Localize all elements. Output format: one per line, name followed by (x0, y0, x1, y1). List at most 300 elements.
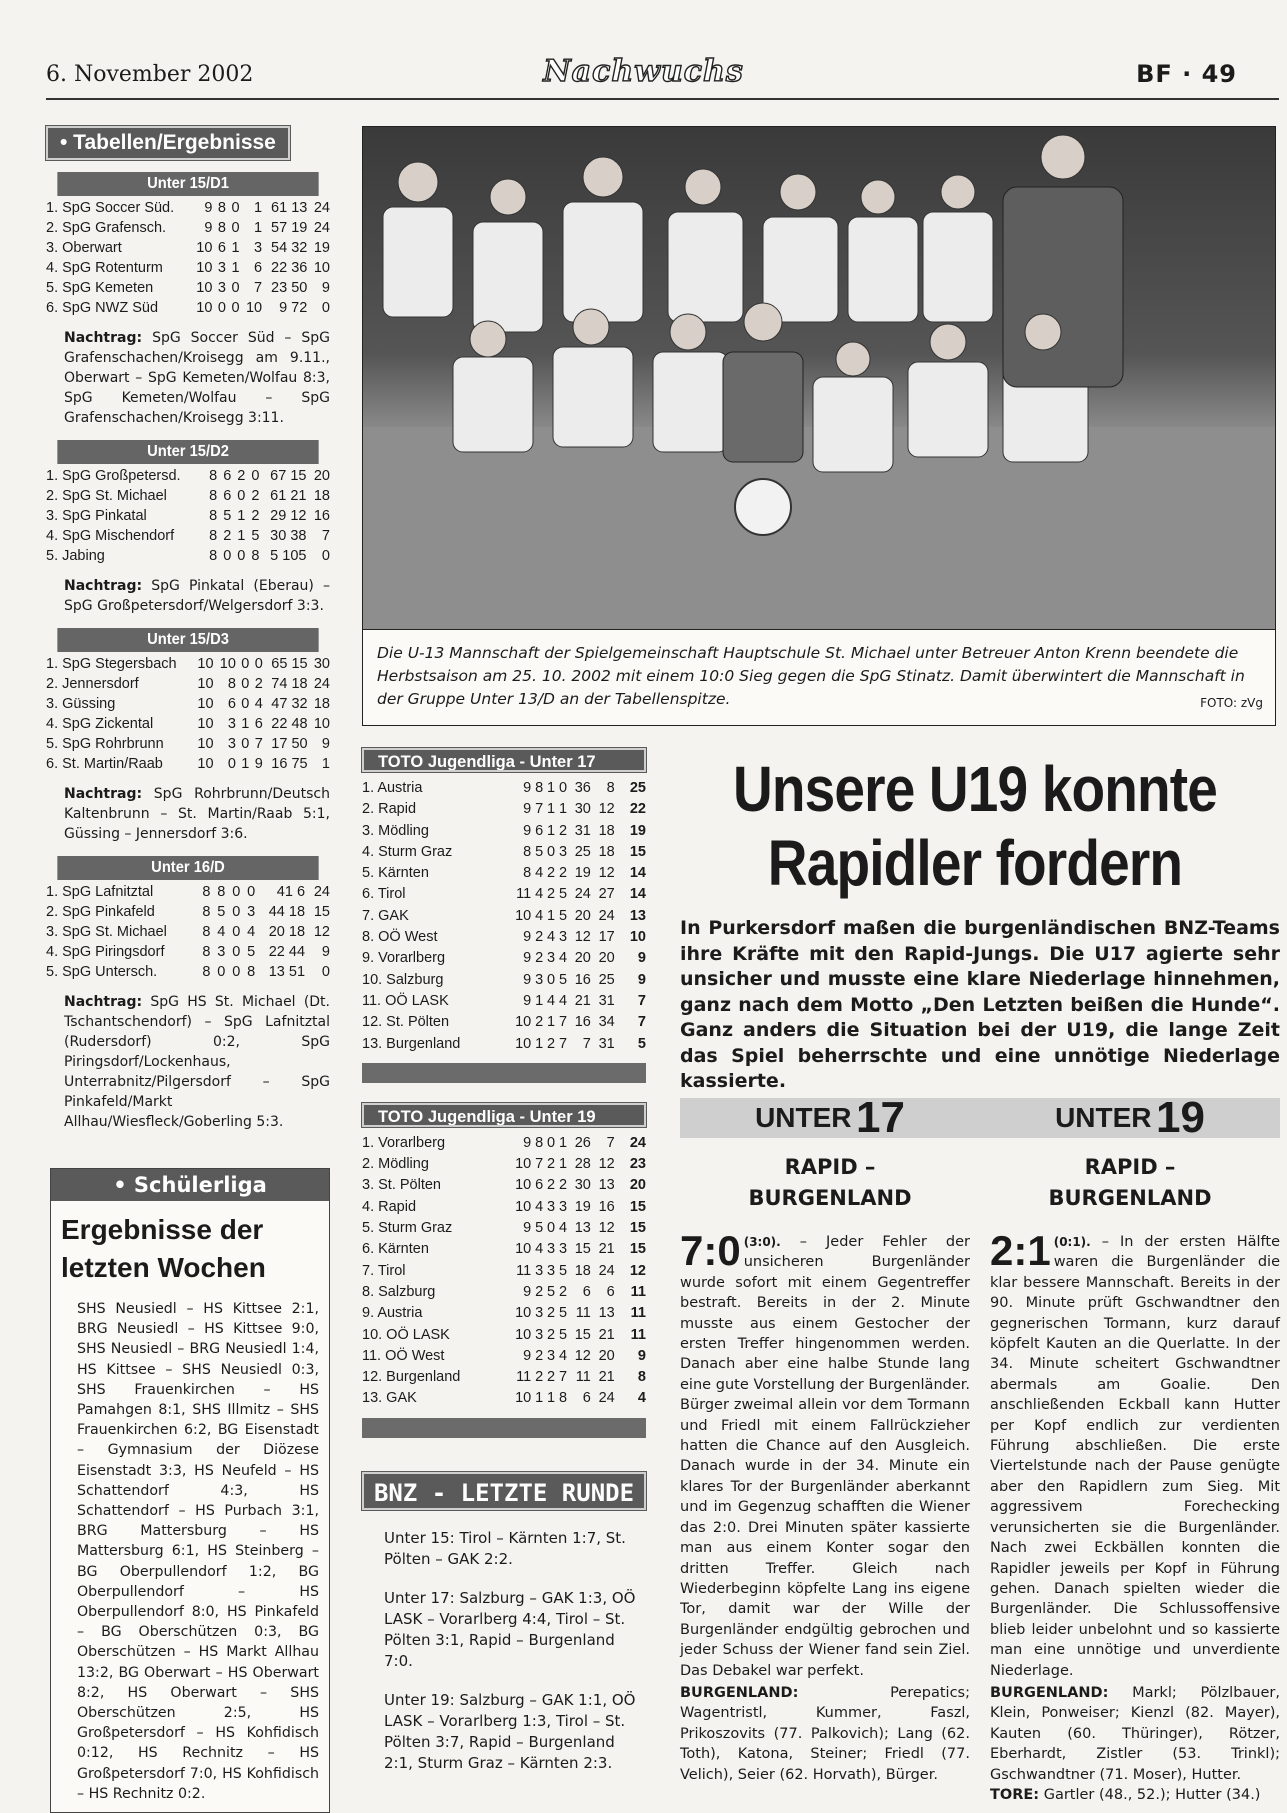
table-cell: 8 (209, 468, 218, 484)
table-cell: 7 (254, 736, 263, 752)
article-lead: In Purkersdorf maßen die burgenländischen BNZ-Teams ihre Kräfte mit den Rapid-Jungs. Die U17 agierte sehr unsicher und musste eine klare Niederlage hinnehmen, ganz nach dem Motto „Den Letzten beißen die Hunde“. Ganz anders die Situation bei der U19, die lange Zeit das Spiel beherrschte und eine unnötige Niederlage kassierte. (680, 917, 1280, 1092)
table-row (362, 1239, 646, 1260)
table-cell: 12 (574, 1347, 591, 1364)
table-cell: 2 (547, 1156, 556, 1173)
table-cell: 5. SpG Kemeten (46, 280, 154, 296)
table-cell: 10 (515, 1326, 532, 1343)
table-cell: 3 (547, 950, 556, 967)
table-row (362, 1346, 646, 1367)
table-cell: 3 (547, 1241, 556, 1258)
table-cell: 1 (231, 240, 240, 256)
u19-box-word: UNTER (1055, 1102, 1152, 1133)
u19-lineup-label: BURGENLAND: (990, 1684, 1109, 1701)
team-photo-image (363, 127, 1276, 630)
table-cell: 3 (547, 1198, 556, 1215)
table-cell: 12 (574, 929, 591, 946)
table-cell: 1 (231, 260, 240, 276)
table-cell: 8 (202, 924, 211, 940)
table-row (362, 1012, 646, 1033)
table-cell: 44 18 (268, 904, 306, 920)
table-cell: 15 (629, 1241, 646, 1258)
table-cell: 22 48 (271, 716, 308, 732)
table-cell: 1 (558, 801, 568, 818)
table-cell: 6 (254, 716, 263, 732)
table-cell: 3 (217, 260, 226, 276)
bnz-u15-text: Tirol – Kärnten 1:7, St. Pölten – GAK 2:2. (384, 1528, 626, 1568)
table-row (46, 506, 330, 526)
table-cell: 6. Kärnten (362, 1241, 429, 1258)
table-cell: 4. SpG Zickental (46, 716, 154, 732)
table-cell: 10 (313, 716, 330, 732)
table-cell: 3 (558, 1241, 568, 1258)
table-row (362, 1218, 646, 1239)
table-cell: 7 (321, 528, 330, 544)
table-cell: 8 (209, 548, 218, 564)
table-row (362, 1034, 646, 1055)
table-cell: 10 (515, 1156, 532, 1173)
toto-u19-heading: TOTO Jugendliga - Unter 19 (362, 1103, 646, 1127)
standings-subheading: Unter 15/D2 (57, 440, 318, 464)
table-cell: 12 (598, 1220, 615, 1237)
table-cell: 7 (582, 1035, 591, 1052)
table-cell: 3 (535, 1326, 544, 1343)
table-cell: 12 (598, 801, 615, 818)
table-cell: 7 (606, 1134, 615, 1151)
table-row (362, 1197, 646, 1218)
table-cell: 0 (231, 300, 240, 316)
table-cell: 5 (637, 1035, 646, 1052)
table-cell: 21 (574, 992, 591, 1009)
table-cell: 1 (237, 528, 246, 544)
table-cell: 8 (209, 528, 218, 544)
table-cell: 1. Austria (362, 780, 423, 796)
table-cell: 6 (217, 240, 226, 256)
table-cell: 11 (516, 1369, 532, 1386)
table-cell: 3 (547, 1347, 556, 1364)
table-cell: 24 (574, 886, 591, 903)
table-cell: 10 (196, 240, 213, 256)
table-cell: 65 15 (271, 656, 308, 672)
u17-lineup (680, 1683, 970, 1785)
table-cell: 3 (547, 1262, 556, 1279)
table-cell: 2. Mödling (362, 1156, 429, 1173)
table-cell: 31 (574, 822, 591, 839)
table-cell: 2 (535, 929, 544, 946)
table-cell: 1. SpG Soccer Süd. (46, 200, 175, 216)
table-cell: 13 (598, 1177, 615, 1194)
table-cell: 7. GAK (362, 907, 409, 924)
u19-lineup-text: Markl; Pölzlbauer, Klein, Ponweiser; Kienzl (82. Mayer), Kauten (60. Thüringer), Rötzer, Eberhardt, Zistler (53. Trinkl); Gschwandtner (71. Moser), Hutter. (990, 1684, 1280, 1783)
table-cell: 9 (321, 944, 330, 960)
article-headline (713, 752, 1238, 900)
photo-credit: FOTO: zVg (1200, 696, 1263, 710)
standings-note-label: Nachtrag: (64, 994, 143, 1010)
table-row (362, 1282, 646, 1303)
table-cell: 4 (547, 929, 556, 946)
table-cell: 7 (558, 1035, 568, 1052)
table-cell: 1 (547, 801, 556, 818)
table-cell: 2 (223, 528, 232, 544)
table-cell: 3 (558, 1198, 568, 1215)
table-cell: 0 (217, 300, 226, 316)
table-cell: 2 (535, 1014, 544, 1031)
table-cell: 8 (558, 1390, 568, 1407)
table-cell: 0 (547, 1134, 556, 1151)
standings-table (46, 198, 330, 318)
table-cell: 4 (558, 992, 568, 1009)
table-cell: 24 (598, 1390, 615, 1407)
table-cell: 8 (217, 200, 226, 216)
table-row (46, 942, 330, 962)
standings-note-label: Nachtrag: (64, 330, 143, 346)
table-cell: 0 (547, 971, 556, 988)
table-row (46, 694, 330, 714)
table-cell: 74 18 (271, 676, 308, 692)
table-cell: 0 (223, 548, 232, 564)
table-row (46, 278, 330, 298)
table-cell: 0 (321, 548, 330, 564)
table-cell: 10 (515, 1014, 532, 1031)
table-cell: 10 (515, 1305, 532, 1322)
table-row (46, 714, 330, 734)
table-row (362, 948, 646, 969)
table-cell: 1 (535, 992, 544, 1009)
standings-subheading: Unter 15/D1 (57, 172, 318, 196)
standings-table (46, 654, 330, 774)
table-cell: 10 (515, 1390, 532, 1407)
table-cell: 11 (516, 1262, 532, 1279)
table-cell: 2. Jennersdorf (46, 676, 139, 692)
table-cell: 9 (523, 822, 532, 839)
table-cell: 24 (313, 220, 330, 236)
table-cell: 2 (251, 488, 260, 504)
table-row (362, 1325, 646, 1346)
standings-note (46, 992, 330, 1132)
standings-note-text: SpG Soccer Süd – SpG Grafenschachen/Kroisegg am 9.11., Oberwart – SpG Kemeten/Wolfau 8:3, SpG Kemeten/Wolfau – SpG Grafenschachen/Kroisegg 3:11. (64, 330, 330, 426)
table-cell: 2 (547, 1305, 556, 1322)
table-cell: 18 (598, 843, 615, 860)
table-cell: 10 (197, 656, 214, 672)
table-cell: 14 (629, 886, 646, 903)
table-cell: 21 (598, 1241, 615, 1258)
standings-heading: • Tabellen/Ergebnisse (46, 126, 290, 160)
issue-date: 6. November 2002 (46, 62, 254, 87)
table-cell: 11 (516, 886, 532, 903)
table-cell: 20 (574, 907, 591, 924)
table-cell: 24 (313, 200, 330, 216)
table-row (46, 198, 330, 218)
table-cell: 30 (574, 801, 591, 818)
u17-report-text: – Jeder Fehler der unsicheren Burgenländer wurde sofort mit einem Gegentreffer bestraft. Bereits in der 2. Minute musste aus einem Gestocher der ersten Treffer hingenommen werden. Danach aber eine halbe Stunde lang eine gute Vorstellung der Burgenländer. Bürger zweimal allein vor dem Tormann und Friedl mit einem Fallrückzieher hatten die Chance auf den Ausgleich. Danach wurde in der 34. Minute ein klares Tor der Burgenländer aberkannt und im Gegenzug schafften die Wiener das 2:0. Drei Minuten später kassierte man aus einem Konter sogar den dritten Treffer. Gleich nach Wiederbeginn köpfelte Lang ins eigene Tor, damit war der Wille der Burgenländer endgültig gebrochen und jeder Schuss der Wiener fand sein Ziel. Das Debakel war perfekt. (680, 1234, 970, 1679)
table-cell: 10. OÖ LASK (362, 1326, 450, 1343)
table-cell: 9 (523, 1220, 532, 1237)
standings-note (46, 328, 330, 428)
table-cell: 11 (575, 1305, 591, 1322)
table-cell: 16 (574, 971, 591, 988)
team-photo (362, 126, 1276, 630)
table-cell: 0 (237, 488, 246, 504)
table-cell: 12 (598, 865, 615, 882)
table-cell: 6 (535, 822, 544, 839)
table-cell: 18 (574, 1262, 591, 1279)
table-cell: 6 (223, 488, 232, 504)
standings-table (46, 882, 330, 982)
table-cell: 3. Mödling (362, 822, 429, 839)
standings-column (46, 126, 330, 1132)
table-row (46, 922, 330, 942)
table-cell: 1. SpG Lafnitztal (46, 884, 154, 900)
table-cell: 1 (241, 716, 250, 732)
table-row (362, 884, 646, 905)
table-cell: 2. SpG St. Michael (46, 488, 167, 504)
table-cell: 6. Tirol (362, 886, 406, 903)
table-cell: 18 (313, 488, 330, 504)
table-cell: 4 (254, 696, 263, 712)
table-cell: 12 (598, 1156, 615, 1173)
table-cell: 15 (313, 904, 330, 920)
table-cell: 9 (637, 950, 646, 967)
table-cell: 13 (629, 907, 646, 924)
table-cell: 10 (197, 716, 214, 732)
table-cell: 4 (217, 924, 226, 940)
table-cell: 41 6 (276, 884, 306, 900)
u19-scorers-label: TORE: (990, 1786, 1040, 1803)
table-cell: 0 (231, 200, 240, 216)
table-cell: 0 (232, 944, 241, 960)
u19-report-text: – In der ersten Hälfte waren die Burgenländer die klar bessere Mannschaft. Bereits in der 90. Minute prüft Gschwandtner den gegnerischen Tormann, kurz darauf köpfelt Kauten an die Querlatte. In der 34. Minute scheitert Gschwandtner abermals am Goalie. Den anschließenden Eckball kann Hutter per Kopf endlich zur verdienten Führung abschließen. Die erste Viertelstunde nach der Pause genügte aber den Rapidlern zum Sieg. Mit aggressivem Forechecking verunsicherten sie die Burgenländer. Nach zwei Eckbällen konnten die Rapidler jeweils per Kopf in Führung gehen. Danach spielten wieder die Burgenländer. Die Schlussoffensive blieb leider unbelohnt und so kassierte man eine unnötige und unverdiente Niederlage. (990, 1234, 1281, 1679)
bnz-u19-text: Salzburg – GAK 1:1, OÖ LASK – Vorarlberg 1:3, Tirol – St. Pölten 3:7, Rapid – Burgenland 2:1, Sturm Graz – Kärnten 2:3. (384, 1690, 636, 1772)
table-cell: 8 (227, 676, 236, 692)
table-divider (362, 1063, 646, 1083)
table-cell: 0 (558, 780, 568, 796)
table-cell: 1 (547, 780, 556, 796)
table-cell: 61 13 (271, 200, 308, 216)
table-cell: 22 (629, 801, 646, 818)
table-cell: 30 38 (270, 528, 307, 544)
table-cell: 0 (227, 756, 236, 772)
bnz-results (362, 1528, 646, 1774)
standings-note-text: SpG Rohrbrunn/Deutsch Kaltenbrunn – St. Martin/Raab 5:1, Güssing – Jennersdorf 3:6. (64, 786, 331, 842)
table-cell: 9. Austria (362, 1305, 423, 1322)
table-cell: 8 (217, 884, 226, 900)
table-cell: 0 (241, 676, 250, 692)
table-cell: 8. OÖ West (362, 929, 438, 946)
table-cell: 10 (196, 280, 213, 296)
table-cell: 9 (523, 971, 532, 988)
schuelerliga-heading: • Schülerliga (51, 1169, 329, 1201)
u17-matchup (680, 1152, 980, 1214)
table-cell: 19 (574, 865, 591, 882)
table-cell: 2 (558, 865, 568, 882)
table-cell: 30 (313, 656, 330, 672)
table-cell: 17 50 (271, 736, 308, 752)
table-cell: 24 (629, 1134, 646, 1151)
u19-halftime: (0:1). (1053, 1235, 1091, 1249)
table-cell: 3. SpG Pinkatal (46, 508, 147, 524)
table-cell: 2 (535, 950, 544, 967)
table-cell: 0 (321, 300, 330, 316)
table-cell: 3. Oberwart (46, 240, 122, 256)
table-cell: 10 (197, 736, 214, 752)
table-row (362, 1154, 646, 1175)
table-cell: 20 18 (268, 924, 306, 940)
header-rule (46, 98, 1279, 100)
table-cell: 1 (241, 756, 250, 772)
u19-score: 2:1 (990, 1227, 1051, 1274)
section-title: Nachwuchs (543, 54, 744, 89)
table-cell: 2 (547, 1326, 556, 1343)
table-cell: 7 (637, 992, 646, 1009)
table-cell: 9 (204, 200, 213, 216)
headline-line-1: Unsere U19 konnte (733, 753, 1217, 825)
standings-tables (46, 172, 330, 1132)
table-row (362, 1133, 646, 1154)
table-cell: 0 (232, 884, 241, 900)
table-row (46, 526, 330, 546)
table-cell: 5 (247, 944, 256, 960)
u19-matchup (980, 1152, 1280, 1214)
table-cell: 2 (547, 865, 556, 882)
table-cell: 22 44 (268, 944, 306, 960)
table-cell: 0 (247, 884, 256, 900)
table-cell: 5 (558, 1262, 568, 1279)
table-cell: 14 (629, 865, 646, 882)
table-cell: 1 (535, 1035, 544, 1052)
table-cell: 9 (523, 801, 532, 818)
table-cell: 0 (241, 696, 250, 712)
table-cell: 47 32 (271, 696, 308, 712)
table-cell: 12 (313, 924, 330, 940)
table-cell: 61 21 (270, 488, 307, 504)
table-row (46, 754, 330, 774)
table-cell: 10 (245, 300, 263, 316)
table-cell: 22 36 (271, 260, 308, 276)
table-row (362, 970, 646, 991)
table-cell: 15 (629, 843, 646, 860)
table-cell: 27 (598, 886, 615, 903)
u19-box-number: 19 (1155, 1093, 1205, 1142)
bnz-u19 (384, 1690, 646, 1774)
table-cell: 23 50 (271, 280, 308, 296)
table-cell: 9 (523, 1134, 532, 1151)
table-row (362, 991, 646, 1012)
table-cell: 5 (223, 508, 232, 524)
bnz-heading: BNZ - LETZTE RUNDE (362, 1472, 646, 1510)
table-cell: 3 (217, 944, 226, 960)
table-cell: 12. St. Pölten (362, 1014, 450, 1031)
table-row (362, 1261, 646, 1282)
table-cell: 19 (574, 1198, 591, 1215)
standings-subheading: Unter 15/D3 (57, 628, 318, 652)
table-row (46, 734, 330, 754)
table-cell: 12. Burgenland (362, 1369, 461, 1386)
u19-report (990, 1227, 1281, 1805)
bnz-u15-label: Unter 15: (384, 1528, 455, 1547)
table-cell: 28 (574, 1156, 591, 1173)
table-cell: 10 (313, 260, 330, 276)
table-cell: 10 (515, 1241, 532, 1258)
table-cell: 6 (223, 468, 232, 484)
table-cell: 0 (241, 736, 250, 752)
table-cell: 1 (547, 1014, 556, 1031)
table-cell: 8 (202, 884, 211, 900)
toto-u17-heading: TOTO Jugendliga - Unter 17 (362, 748, 646, 772)
table-cell: 1. SpG Stegersbach (46, 656, 177, 672)
table-cell: 10 (197, 676, 214, 692)
headline-line-2: Rapidler fordern (767, 827, 1183, 899)
table-cell: 19 (629, 822, 646, 839)
table-cell: 7 (535, 801, 544, 818)
standings-table (46, 466, 330, 566)
table-cell: 8 (606, 780, 615, 796)
table-cell: 3 (227, 716, 236, 732)
table-cell: 10 (515, 907, 532, 924)
table-cell: 2 (558, 1283, 568, 1300)
table-cell: 21 (598, 1369, 615, 1386)
table-cell: 11 (630, 1305, 646, 1322)
u17-box-number: 17 (855, 1093, 905, 1142)
table-cell: 5 (558, 1305, 568, 1322)
bnz-u19-label: Unter 19: (384, 1690, 455, 1709)
schuelerliga-results: SHS Neusiedl – HS Kittsee 2:1, BRG Neusiedl – HS Kittsee 9:0, SHS Neusiedl – BRG Neusiedl 1:4, HS Kittsee – SHS Neusiedl 0:3, SHS Frauenkirchen – HS Pamahgen 8:1, SHS Illmitz – SHS Frauenkirchen 6:2, BG Eisenstadt – Gymnasium der Diözese Eisenstadt 3:3, HS Neufeld – HS Schattendorf 4:3, HS Schattendorf – HS Purbach 3:1, BRG Mattersburg – HS Mattersburg 6:1, HS Steinberg – BG Oberpullendorf 1:2, BG Oberpullendorf – HS Oberpullendorf 8:0, HS Pinkafeld – BG Oberschützen 0:3, BG Oberschützen – HS Markt Allhau 13:2, BG Oberwart – HS Oberwart 8:2, HS Oberwart – SHS Oberschützen 2:5, HS Großpetersdorf – HS Kohfidisch 0:12, HS Rechnitz – HS Großpetersdorf 7:0, HS Kohfidisch – HS Rechnitz 0:2. (77, 1301, 319, 1802)
table-cell: 1 (558, 1156, 568, 1173)
table-cell: 0 (232, 924, 241, 940)
table-row (362, 1175, 646, 1196)
u19-team-away: BURGENLAND (1048, 1186, 1212, 1210)
table-cell: 8 (202, 964, 211, 980)
table-cell: 6 (582, 1390, 591, 1407)
table-cell: 8. Salzburg (362, 1283, 436, 1300)
table-cell: 2 (558, 1177, 568, 1194)
table-cell: 8 (535, 1134, 544, 1151)
table-cell: 1 (321, 756, 330, 772)
table-cell: 7 (254, 280, 263, 296)
table-cell: 18 (598, 822, 615, 839)
table-cell: 31 (598, 1035, 615, 1052)
table-cell: 6 (606, 1283, 615, 1300)
table-cell: 5 (251, 528, 260, 544)
table-cell: 1 (547, 1390, 556, 1407)
table-cell: 2. SpG Grafensch. (46, 220, 167, 236)
table-cell: 30 (574, 1177, 591, 1194)
table-cell: 10 (629, 929, 646, 946)
table-cell: 3 (217, 280, 226, 296)
table-row (46, 962, 330, 982)
table-cell: 7 (558, 1369, 568, 1386)
table-cell: 2 (535, 1369, 544, 1386)
table-cell: 5. Sturm Graz (362, 1220, 453, 1237)
table-row (362, 906, 646, 927)
table-cell: 9 (204, 220, 213, 236)
table-cell: 17 (598, 929, 615, 946)
table-cell: 1 (254, 200, 263, 216)
table-row (362, 799, 646, 820)
table-cell: 4. Rapid (362, 1198, 417, 1215)
table-cell: 2. Rapid (362, 801, 417, 818)
table-row (362, 863, 646, 884)
table-cell: 19 (313, 240, 330, 256)
table-cell: 6. SpG NWZ Süd (46, 300, 159, 316)
table-cell: 8 (202, 944, 211, 960)
table-cell: 5 (558, 1326, 568, 1343)
table-cell: 1 (535, 1390, 544, 1407)
table-row (46, 486, 330, 506)
table-cell: 20 (574, 950, 591, 967)
table-cell: 8 (637, 1369, 646, 1386)
toto-u17-table (362, 778, 646, 1055)
table-cell: 8 (247, 964, 256, 980)
standings-note-text: SpG Pinkatal (Eberau) – SpG Großpetersdorf/Welgersdorf 3:3. (64, 578, 331, 614)
